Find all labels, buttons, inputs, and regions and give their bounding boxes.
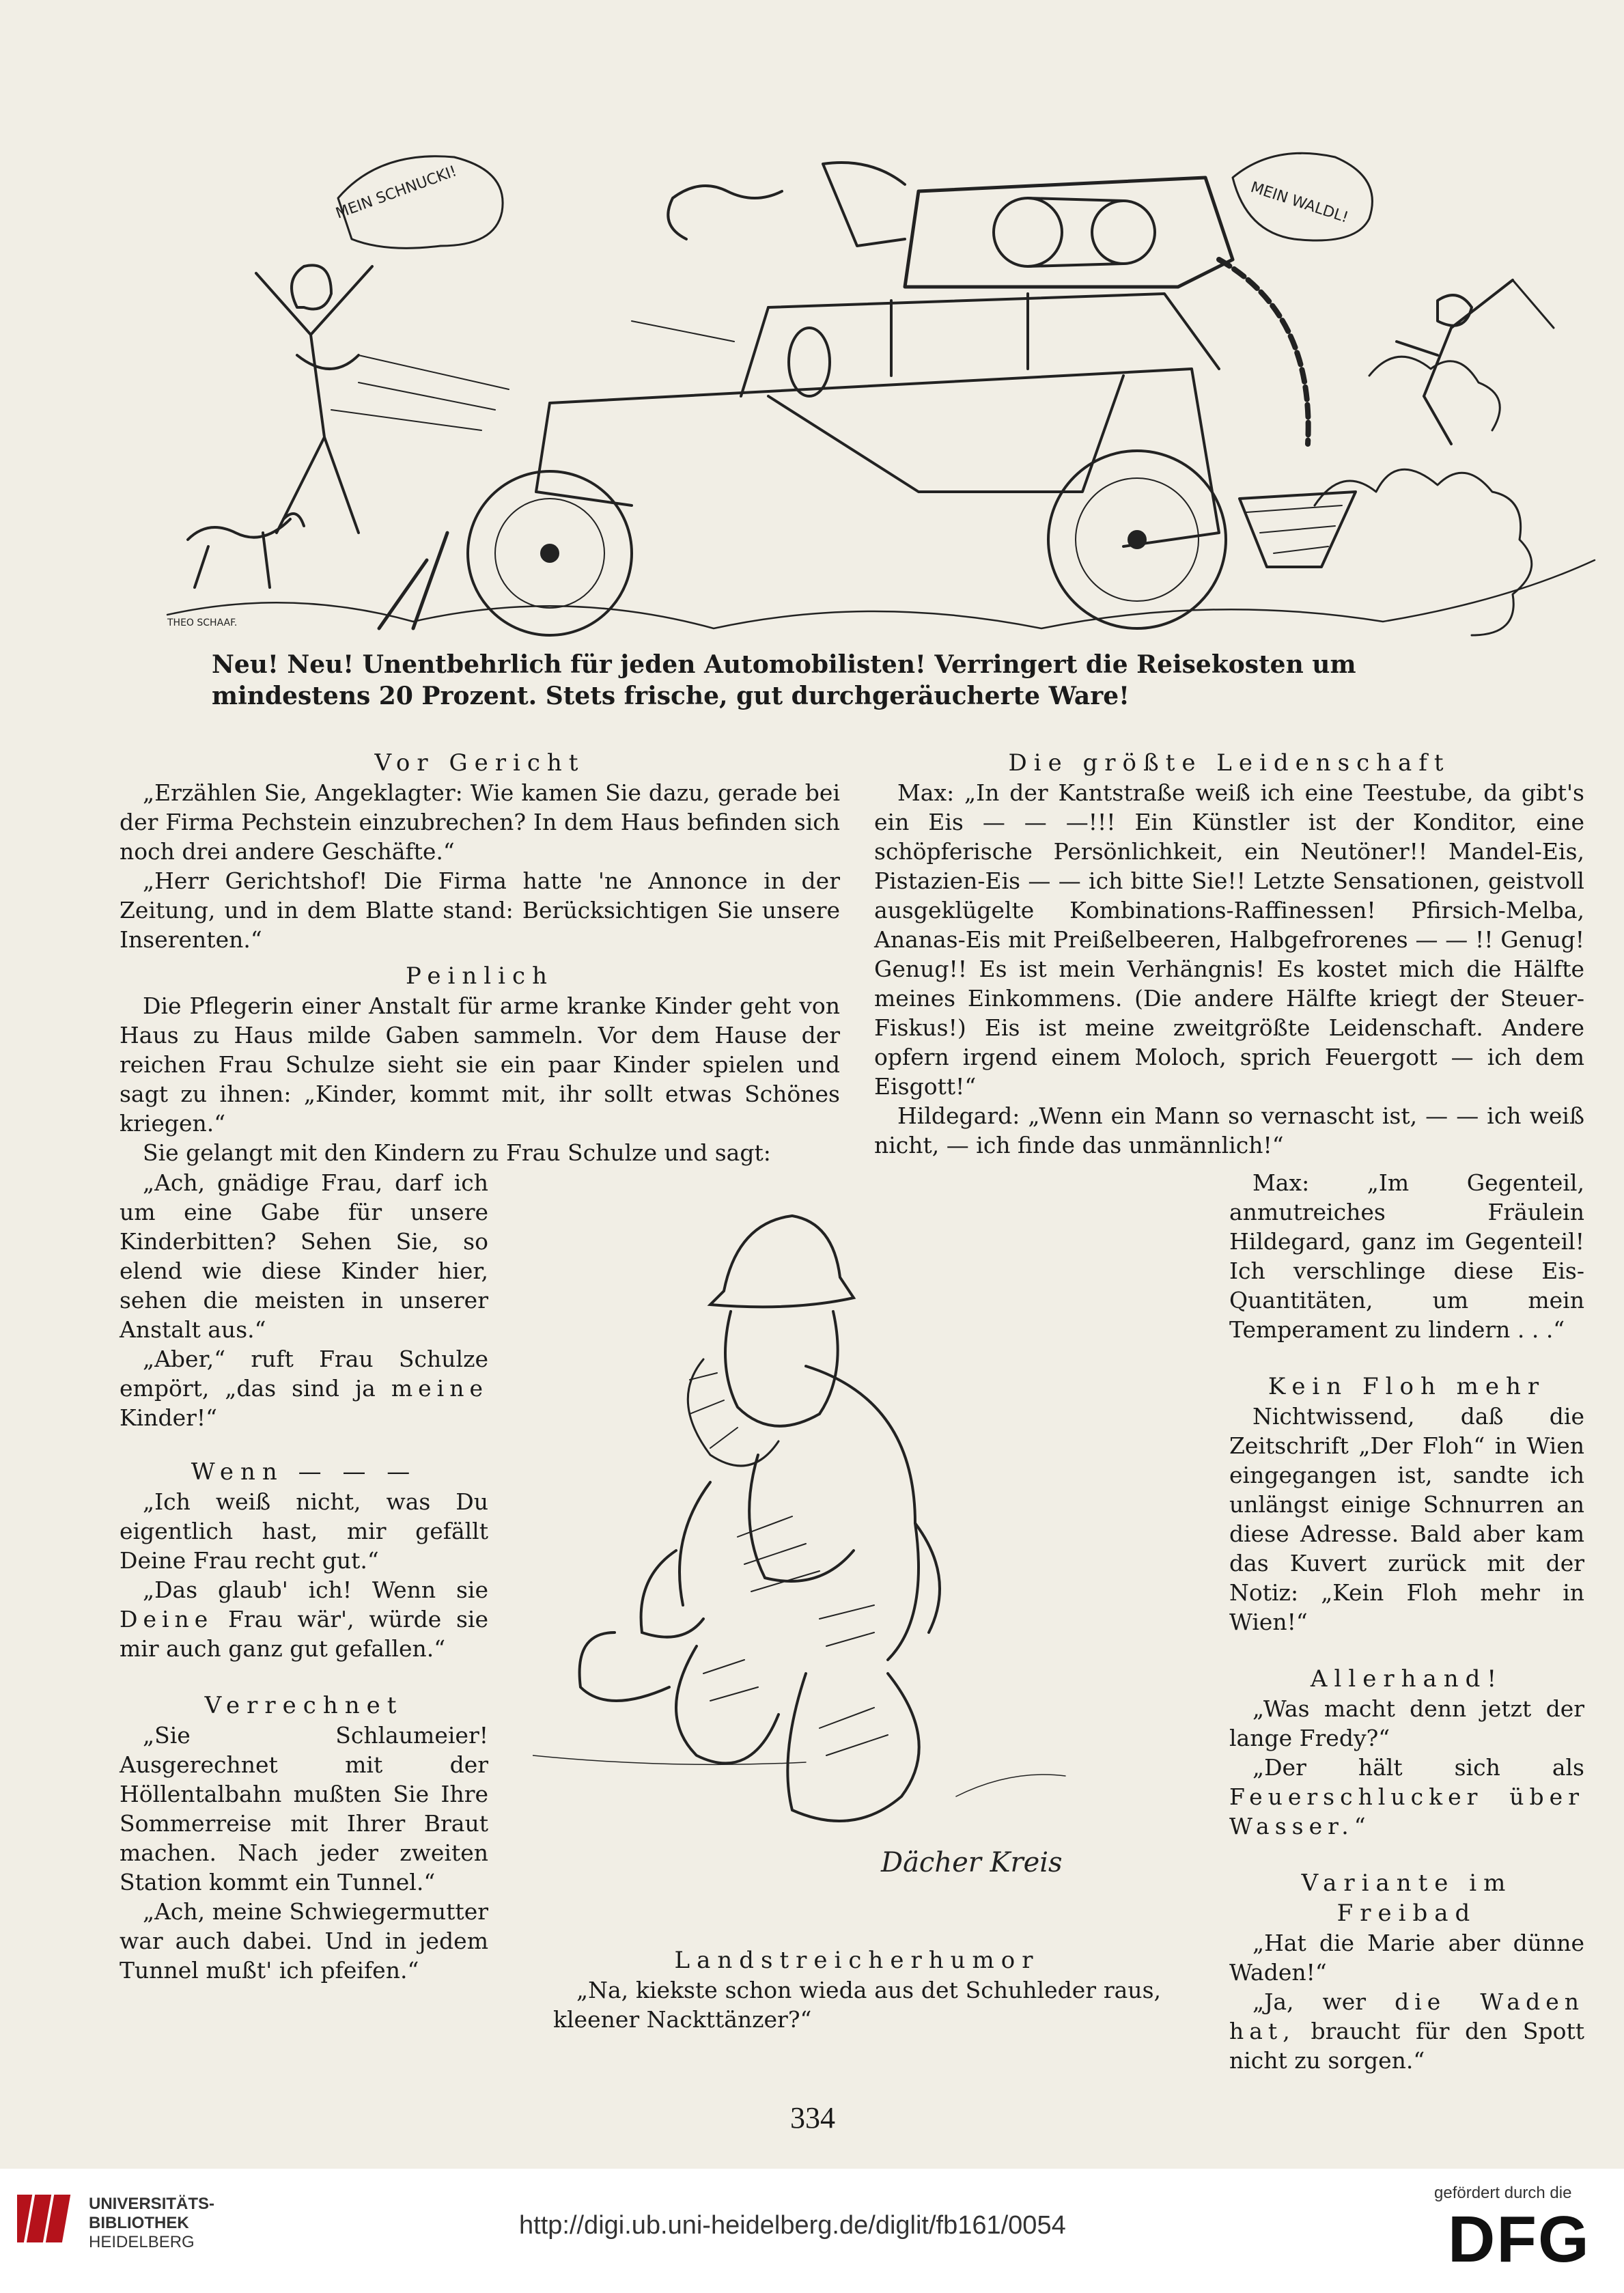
library-name: UNIVERSITÄTS- BIBLIOTHEK HEIDELBERG <box>89 2195 215 2251</box>
heading-landstreicher: Landstreicherhumor <box>674 1947 1040 1974</box>
caption-text: Neu! Neu! Unentbehrlich für jeden Automobilisten! Verringert die Reisekosten um mindestens 20 Prozent. Stets frische, gut durchgeräucherte Ware! <box>212 650 1356 710</box>
page-number: 334 <box>790 2101 835 2135</box>
peinlich-p3: „Ach, gnädige Frau, darf ich um eine Gabe für unsere Kinderbitten? Sehen Sie, so elend wie diese Kinder hier, sehen die meisten in unserer Anstalt aus.“ <box>120 1169 488 1343</box>
wenn-p1: „Ich weiß nicht, was Du eigentlich hast, mir gefällt Deine Frau recht gut.“ <box>120 1488 488 1574</box>
vor-gericht-p1: „Erzählen Sie, Angeklagter: Wie kamen Sie dazu, gerade bei der Firma Pechstein einzubrechen? In dem Haus befinden sich noch drei andere Geschäfte.“ <box>120 779 840 865</box>
heading-wenn: Wenn — — — <box>191 1458 417 1486</box>
car-illustration <box>154 150 1608 642</box>
vagabond-illustration <box>533 1195 1161 1933</box>
leidenschaft-p2: Hildegard: „Wenn ein Mann so vernascht ist, — — ich weiß nicht, — ich finde das unmännlich!“ <box>874 1102 1584 1158</box>
column-right-narrow <box>1229 1168 1584 2075</box>
library-logo-icon <box>17 2188 79 2256</box>
verrechnet-p1: „Sie Schlaumeier! Ausgerechnet mit der Höllentalbahn mußten Sie Ihre Sommerreise mit Ihrer Braut machen. Nach jeder zweiten Station kommt ein Tunnel.“ <box>120 1722 488 1895</box>
heading-verrechnet: Verrechnet <box>204 1692 404 1719</box>
source-url-link[interactable]: http://digi.ub.uni-heidelberg.de/diglit/fb161/0054 <box>519 2211 1066 2240</box>
column-center-bottom <box>553 1945 1161 2034</box>
wenn-p2: „Das glaub' ich! Wenn sie Deine Frau wär', würde sie mir auch ganz gut gefallen.“ <box>120 1576 488 1662</box>
allerhand-p1: „Was macht denn jetzt der lange Fredy?“ <box>1229 1695 1584 1751</box>
heading-vor-gericht: Vor Gericht <box>374 749 585 777</box>
freibad-p2: „Ja, wer die Waden hat, braucht für den Spott nicht zu sorgen.“ <box>1229 1988 1584 2074</box>
allerhand-p2: „Der hält sich als Feuerschlucker über Wasser.“ <box>1229 1754 1584 1839</box>
heading-freibad: Variante im Freibad <box>1301 1870 1513 1927</box>
illustration-caption <box>212 649 1523 712</box>
leidenschaft-p3: Max: „Im Gegenteil, anmutreiches Fräulein Hildegard, ganz im Gegenteil! Ich verschlinge diese Eis-Quantitäten, um mein Temperament zu lindern . . .“ <box>1229 1169 1584 1343</box>
column-left-narrow <box>120 1168 488 1985</box>
heading-kein-floh: Kein Floh mehr <box>1268 1373 1546 1400</box>
peinlich-p2: Sie gelangt mit den Kindern zu Frau Schulze und sagt: <box>143 1139 771 1166</box>
column-right-top <box>874 748 1584 1160</box>
heading-allerhand: Allerhand! <box>1310 1665 1504 1693</box>
heading-peinlich: Peinlich <box>406 962 554 990</box>
artist-signature-top: THEO SCHAAF. <box>167 617 238 628</box>
vor-gericht-p2: „Herr Gerichtshof! Die Firma hatte 'ne Annonce in der Zeitung, und in dem Blatte stand: Berücksichtigen Sie unsere Inserenten.“ <box>120 867 840 953</box>
kein-floh-p1: Nichtwissend, daß die Zeitschrift „Der Floh“ in Wien eingegangen ist, sandte ich unlängst einige Schnurren an diese Adresse. Bald aber kam das Kuvert zurück mit der Notiz: „Kein Floh mehr in Wien!“ <box>1229 1403 1584 1635</box>
column-left-top <box>120 748 840 1167</box>
peinlich-p4: „Aber,“ ruft Frau Schulze empört, „das sind ja meine Kinder!“ <box>120 1346 488 1431</box>
heading-leidenschaft: Die größte Leidenschaft <box>1008 749 1451 777</box>
freibad-p1: „Hat die Marie aber dünne Waden!“ <box>1229 1930 1584 1986</box>
footer-bar <box>0 2169 1624 2293</box>
artist-signature-center: Dächer Kreis <box>881 1847 1063 1878</box>
verrechnet-p2: „Ach, meine Schwiegermutter war auch dabei. Und in jedem Tunnel mußt' ich pfeifen.“ <box>120 1898 488 1984</box>
peinlich-p1: Die Pflegerin einer Anstalt für arme kranke Kinder geht von Haus zu Haus milde Gaben sammeln. Vor dem Hause der reichen Frau Schulze sieht sie ein paar Kinder spielen und sagt zu ihnen: „Kinder, kommt mit, ihr sollt etwas Schönes kriegen.“ <box>120 992 840 1137</box>
funded-by-label: gefördert durch die <box>1434 2184 1572 2202</box>
speech-right: MEIN WALDL! <box>1248 178 1351 227</box>
dfg-logo: DFG <box>1448 2203 1591 2276</box>
leidenschaft-p1: Max: „In der Kantstraße weiß ich eine Teestube, da gibt's ein Eis — — —!!! Ein Künstler ist der Konditor, eine schöpferische Persönlichkeit, ein Neutöner!! Mandel-Eis, Pistazien-Eis — — ich bitte Sie!! Letzte Sensationen, geistvoll ausgeklügelte Kombinations-Raffinessen! Pfirsich-Melba, Ananas-Eis mit Preißelbeeren, Halbgefrorenes — — !! Genug! Genug!! Es ist mein Verhängnis! Es kostet mich die Hälfte meines Einkommens. (Die andere Hälfte kriegt der Steuer-Fiskus!) Eis ist meine zweitgrößte Leidenschaft. Andere opfern irgend einem Moloch, sprich Feuergott — ich dem Eisgott!“ <box>874 779 1584 1100</box>
landstreicher-text: „Na, kiekste schon wieda aus det Schuhleder raus, kleener Nackttänzer?“ <box>553 1977 1161 2033</box>
speech-left: MEIN SCHNUCKI! <box>333 163 460 223</box>
